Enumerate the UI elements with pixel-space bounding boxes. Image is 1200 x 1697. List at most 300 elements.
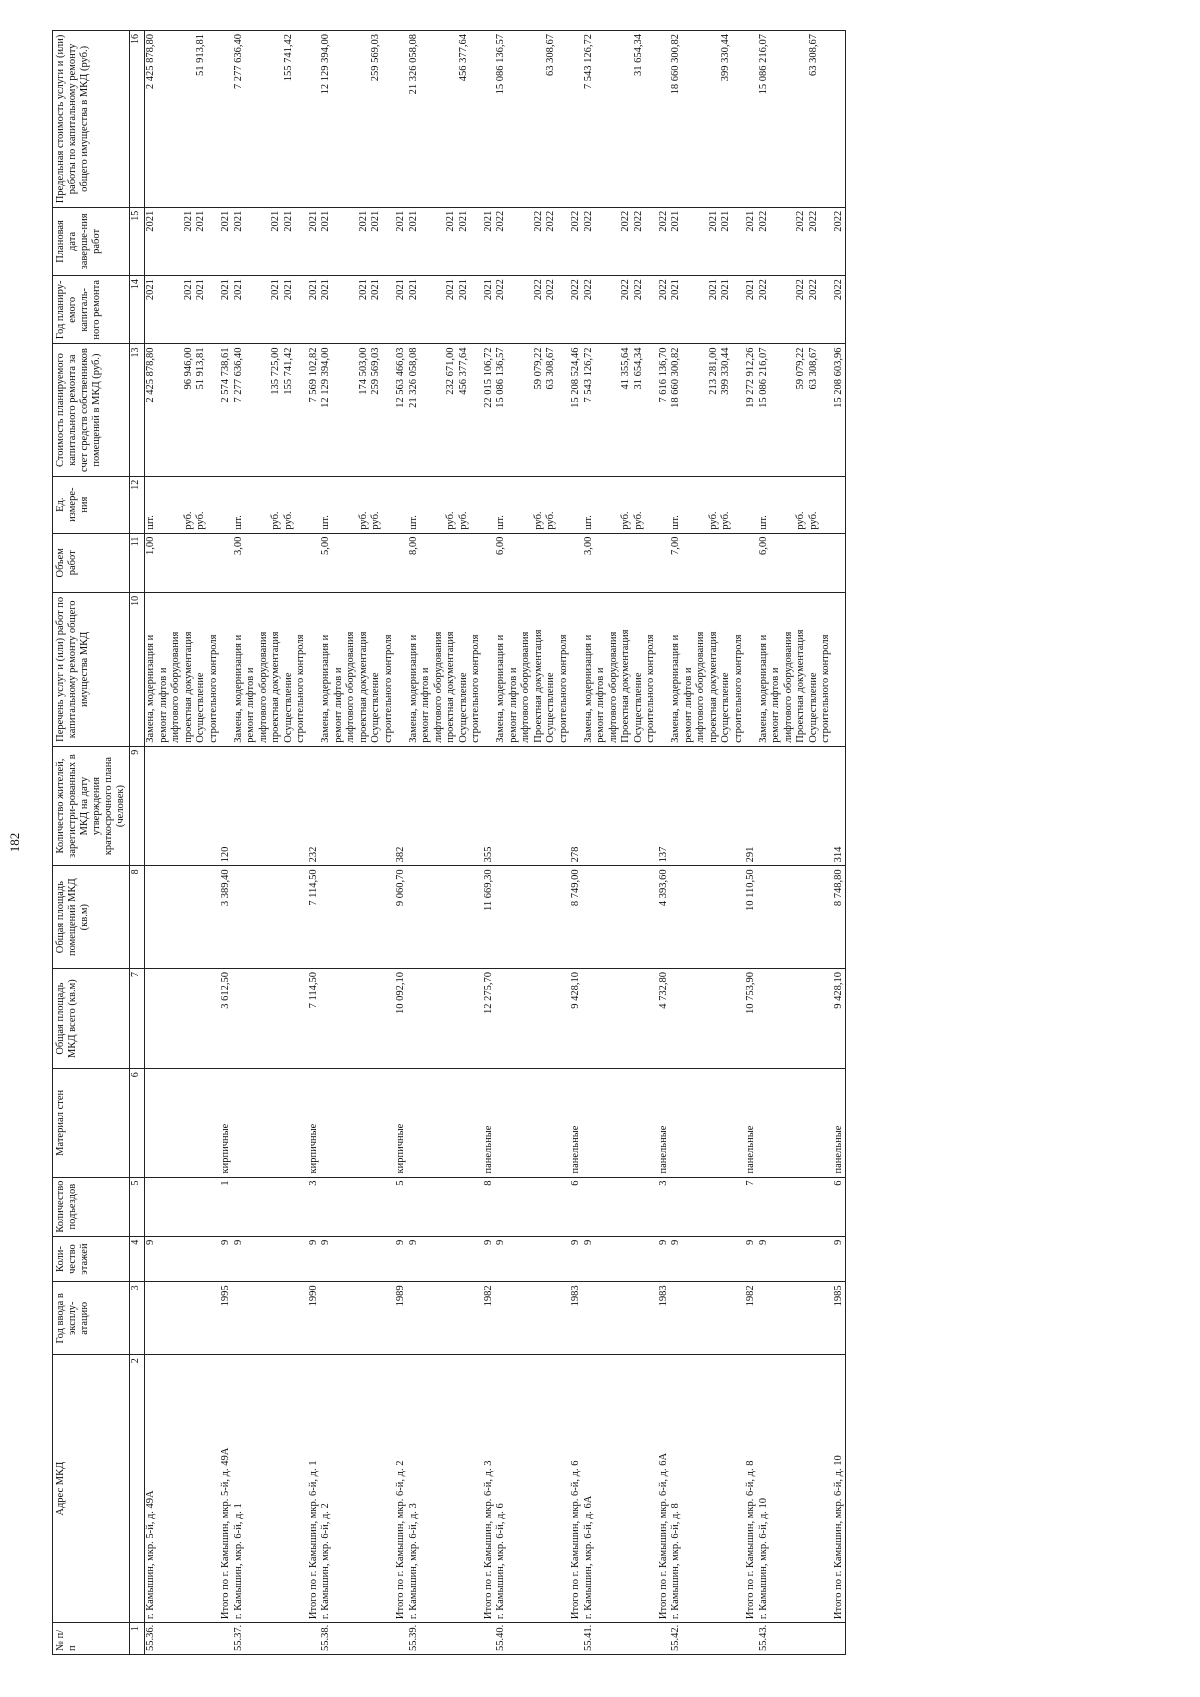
works-list-line: Замена, модернизация и xyxy=(232,634,244,743)
date-done-line xyxy=(295,211,308,272)
year-plan-line: 2021 xyxy=(220,279,232,301)
cell-limit-cost xyxy=(320,31,395,208)
date-done-line: 2022 xyxy=(757,210,769,232)
limit-cost-line xyxy=(570,34,583,204)
header-unit: Ед. измере-ния xyxy=(53,476,130,533)
cell-year-plan xyxy=(220,276,233,344)
cell-limit-cost xyxy=(833,31,846,208)
works-list-line xyxy=(483,596,496,743)
date-done-line: 2021 xyxy=(307,210,319,232)
cell-floors xyxy=(220,1236,233,1282)
volume-line: 6,00 xyxy=(757,536,769,556)
cell-year-built: 1990 xyxy=(308,1282,321,1355)
cell-address xyxy=(745,1355,758,1623)
cell-year-plan xyxy=(658,276,671,344)
header-residents: Количество жителей, зарегистри-рованных в МКД на дату утверждения краткосрочного плана (человек) xyxy=(53,746,130,866)
date-done-line xyxy=(820,211,833,272)
cell-date-done xyxy=(145,207,221,275)
header-row xyxy=(53,31,130,1655)
address-line: г. Камышин, мкр. 6-й, д. 2 xyxy=(320,1503,332,1620)
cell-wall-material xyxy=(670,1069,745,1177)
limit-cost-line xyxy=(658,34,671,204)
unit-line: руб. xyxy=(545,511,557,530)
limit-cost-line xyxy=(420,34,433,204)
cell-area-rooms xyxy=(583,866,658,969)
cost-line xyxy=(345,348,358,473)
address-line xyxy=(595,1358,608,1619)
year-plan-line: 2022 xyxy=(545,279,557,301)
address-line: Итого по г. Камышин, мкр. 6-й, д. 6А xyxy=(657,1452,669,1620)
cell-entrances xyxy=(670,1177,745,1236)
works-list-line: Осуществление xyxy=(282,672,294,743)
cell-limit-cost xyxy=(583,31,658,208)
date-done-line: 2021 xyxy=(220,210,232,232)
cell-residents xyxy=(408,746,483,866)
date-done-line xyxy=(770,211,783,272)
total-row xyxy=(395,31,408,1655)
address-line: г. Камышин, мкр. 6-й, д. 6А xyxy=(582,1495,594,1620)
works-list-line: проектная документация xyxy=(445,631,457,743)
cell-year-plan xyxy=(483,276,496,344)
cell-area-total xyxy=(670,968,745,1068)
cell-year-built xyxy=(145,1282,221,1355)
cost-line: 15 208 603,96 xyxy=(832,347,844,408)
cell-floors xyxy=(833,1236,846,1282)
date-done-line: 2021 xyxy=(270,210,282,232)
cell-limit-cost xyxy=(145,31,221,208)
date-done-line: 2021 xyxy=(395,210,407,232)
cell-limit-cost xyxy=(233,31,308,208)
cell-entrances: 6 xyxy=(833,1177,846,1236)
limit-cost-line xyxy=(345,34,358,204)
cell-entrances: 8 xyxy=(483,1177,496,1236)
floors-line: 9 xyxy=(495,1239,507,1246)
address-line xyxy=(520,1358,533,1619)
cost-line: 63 308,67 xyxy=(545,347,557,390)
unit-line xyxy=(245,480,258,530)
floors-line: 9 xyxy=(832,1239,844,1246)
date-done-line xyxy=(595,211,608,272)
cell-date-done xyxy=(395,207,408,275)
column-number: 11 xyxy=(130,533,145,592)
year-plan-line: 2021 xyxy=(282,279,294,301)
address-line xyxy=(795,1358,808,1619)
cost-line xyxy=(695,348,708,473)
cost-line: 7 543 126,72 xyxy=(582,347,594,403)
cell-year-built: 1983 xyxy=(658,1282,671,1355)
limit-cost-line xyxy=(433,34,446,204)
header-num: № п/п xyxy=(53,1623,130,1655)
cell-limit-cost xyxy=(745,31,758,208)
column-number: 4 xyxy=(130,1236,145,1282)
limit-cost-line xyxy=(770,34,783,204)
cell-cost xyxy=(145,344,221,476)
address-line xyxy=(783,1358,796,1619)
unit-line: руб. xyxy=(182,511,194,530)
total-row xyxy=(745,31,758,1655)
cost-line xyxy=(158,348,171,473)
date-done-line xyxy=(158,211,171,272)
works-list-line: ремонт лифтов и xyxy=(157,667,169,743)
cell-address xyxy=(408,1355,483,1623)
unit-line: шт. xyxy=(670,515,682,530)
cost-line xyxy=(783,348,796,473)
works-list-line: лифтового оборудования xyxy=(607,631,619,743)
cell-year-built xyxy=(495,1282,570,1355)
cell-row-number: 55.39. xyxy=(408,1623,483,1655)
year-plan-line: 2021 xyxy=(395,279,407,301)
year-plan-line xyxy=(595,279,608,340)
header-address: Адрес МКД xyxy=(53,1355,130,1623)
works-list-line: ремонт лифтов и xyxy=(682,667,694,743)
cell-unit xyxy=(308,476,321,533)
cell-unit xyxy=(758,476,833,533)
volume-line xyxy=(395,537,408,589)
cell-year-built xyxy=(320,1282,395,1355)
total-row xyxy=(833,31,846,1655)
limit-cost-line xyxy=(558,34,571,204)
volume-line: 7,00 xyxy=(670,536,682,556)
cell-floors xyxy=(570,1236,583,1282)
cell-floors xyxy=(745,1236,758,1282)
limit-cost-line: 399 330,44 xyxy=(720,34,732,82)
cell-area-rooms xyxy=(145,866,221,969)
works-list-line: Проектная документация xyxy=(620,629,632,743)
cell-entrances xyxy=(495,1177,570,1236)
cell-row-number xyxy=(658,1623,671,1655)
cell-year-plan xyxy=(145,276,221,344)
cell-volume xyxy=(745,533,758,592)
cell-row-number xyxy=(483,1623,496,1655)
cell-residents xyxy=(145,746,221,866)
cell-wall-material xyxy=(408,1069,483,1177)
cell-wall-material: панельные xyxy=(483,1069,496,1177)
volume-line: 3,00 xyxy=(582,536,594,556)
cell-year-built xyxy=(233,1282,308,1355)
cell-year-plan xyxy=(408,276,483,344)
address-line xyxy=(720,1358,733,1619)
cell-entrances: 6 xyxy=(570,1177,583,1236)
unit-line xyxy=(608,480,621,530)
column-number: 10 xyxy=(130,592,145,746)
table-row xyxy=(670,31,745,1655)
cost-line: 174 503,00 xyxy=(357,347,369,395)
works-list-line xyxy=(220,596,233,743)
cell-wall-material: кирпичные xyxy=(308,1069,321,1177)
floors-line: 9 xyxy=(145,1239,157,1246)
cost-line xyxy=(770,348,783,473)
address-line xyxy=(245,1358,258,1619)
limit-cost-line xyxy=(683,34,696,204)
cell-area-total xyxy=(233,968,308,1068)
limit-cost-line xyxy=(470,34,483,204)
cost-line xyxy=(470,348,483,473)
date-done-line: 2022 xyxy=(495,210,507,232)
unit-line xyxy=(170,480,183,530)
address-line: Итого по г. Камышин, мкр. 6-й, д. 6 xyxy=(570,1460,582,1620)
works-list-line: проектная документация xyxy=(270,631,282,743)
floors-line: 9 xyxy=(670,1239,682,1246)
date-done-line: 2022 xyxy=(832,210,844,232)
limit-cost-line xyxy=(383,34,396,204)
limit-cost-line: 456 377,64 xyxy=(457,34,469,82)
limit-cost-line xyxy=(358,34,371,204)
cell-volume xyxy=(758,533,833,592)
limit-cost-line xyxy=(158,34,171,204)
works-list-line: строительного контроля xyxy=(732,634,744,743)
unit-line: руб. xyxy=(707,511,719,530)
unit-line: шт. xyxy=(145,515,157,530)
limit-cost-line: 7 543 126,72 xyxy=(582,34,594,90)
address-line xyxy=(345,1358,358,1619)
year-plan-line: 2022 xyxy=(532,279,544,301)
cell-floors xyxy=(145,1236,221,1282)
date-done-line: 2022 xyxy=(532,210,544,232)
date-done-line xyxy=(695,211,708,272)
unit-line: руб. xyxy=(282,511,294,530)
year-plan-line: 2022 xyxy=(807,279,819,301)
cost-line: 59 079,22 xyxy=(532,347,544,390)
cost-line: 18 660 300,82 xyxy=(670,347,682,408)
limit-cost-line xyxy=(295,34,308,204)
works-list-line: Замена, модернизация и xyxy=(582,634,594,743)
unit-line xyxy=(595,480,608,530)
limit-cost-line: 259 569,03 xyxy=(370,34,382,82)
cell-unit xyxy=(483,476,496,533)
cell-works-list xyxy=(320,592,395,746)
date-done-line: 2022 xyxy=(795,210,807,232)
date-done-line xyxy=(383,211,396,272)
limit-cost-line: 155 741,42 xyxy=(282,34,294,82)
cell-area-total xyxy=(495,968,570,1068)
cell-unit xyxy=(745,476,758,533)
cell-row-number: 55.37. xyxy=(233,1623,308,1655)
date-done-line: 2022 xyxy=(807,210,819,232)
year-plan-line xyxy=(783,279,796,340)
limit-cost-line xyxy=(520,34,533,204)
cell-limit-cost xyxy=(670,31,745,208)
works-list-line: проектная документация xyxy=(182,631,194,743)
column-number: 2 xyxy=(130,1355,145,1623)
cell-unit xyxy=(320,476,395,533)
unit-line: руб. xyxy=(632,511,644,530)
cell-limit-cost xyxy=(658,31,671,208)
date-done-line: 2021 xyxy=(407,210,419,232)
cell-unit xyxy=(833,476,846,533)
cost-line: 213 281,00 xyxy=(707,347,719,395)
limit-cost-line xyxy=(620,34,633,204)
cost-line xyxy=(595,348,608,473)
works-list-line: лифтового оборудования xyxy=(432,631,444,743)
unit-line xyxy=(433,480,446,530)
date-done-line: 2021 xyxy=(707,210,719,232)
year-plan-line xyxy=(770,279,783,340)
date-done-line xyxy=(170,211,183,272)
cell-volume xyxy=(308,533,321,592)
cost-line: 22 015 106,72 xyxy=(482,347,494,408)
floors-line: 9 xyxy=(407,1239,419,1246)
cell-unit xyxy=(233,476,308,533)
year-plan-line: 2021 xyxy=(195,279,207,301)
date-done-line: 2021 xyxy=(282,210,294,232)
cell-residents xyxy=(670,746,745,866)
cell-date-done xyxy=(495,207,570,275)
address-line xyxy=(708,1358,721,1619)
cell-works-list xyxy=(308,592,321,746)
cost-line: 7 277 636,40 xyxy=(232,347,244,403)
limit-cost-line: 51 913,81 xyxy=(195,34,207,76)
year-plan-line: 2022 xyxy=(582,279,594,301)
cost-line: 19 272 912,26 xyxy=(745,347,757,408)
cell-residents: 355 xyxy=(483,746,496,866)
cell-area-total: 9 428,10 xyxy=(570,968,583,1068)
cell-date-done xyxy=(833,207,846,275)
address-line: г. Камышин, мкр. 6-й, д. 3 xyxy=(407,1503,419,1620)
works-list-line: Проектная документация xyxy=(532,629,544,743)
unit-line xyxy=(470,480,483,530)
address-line xyxy=(608,1358,621,1619)
works-list-line xyxy=(745,596,758,743)
limit-cost-line xyxy=(820,34,833,204)
cost-line: 21 326 058,08 xyxy=(407,347,419,408)
address-line xyxy=(333,1358,346,1619)
date-done-line xyxy=(245,211,258,272)
cell-works-list xyxy=(145,592,221,746)
column-number: 15 xyxy=(130,207,145,275)
limit-cost-line xyxy=(333,34,346,204)
cell-address xyxy=(495,1355,570,1623)
address-line xyxy=(208,1358,221,1619)
date-done-line xyxy=(733,211,746,272)
cell-date-done xyxy=(483,207,496,275)
cell-works-list xyxy=(658,592,671,746)
year-plan-line: 2021 xyxy=(307,279,319,301)
works-list-line: Осуществление xyxy=(807,672,819,743)
year-plan-line xyxy=(645,279,658,340)
date-done-line: 2021 xyxy=(145,210,157,232)
floors-line: 9 xyxy=(220,1239,232,1246)
cell-area-rooms: 8 749,00 xyxy=(570,866,583,969)
cell-cost xyxy=(583,344,658,476)
unit-line xyxy=(570,480,583,530)
cell-wall-material: кирпичные xyxy=(220,1069,233,1177)
column-number-row xyxy=(130,31,145,1655)
date-done-line: 2022 xyxy=(620,210,632,232)
cell-area-rooms xyxy=(670,866,745,969)
address-line xyxy=(258,1358,271,1619)
cell-unit xyxy=(570,476,583,533)
total-row xyxy=(483,31,496,1655)
cell-area-rooms xyxy=(758,866,833,969)
cell-entrances xyxy=(583,1177,658,1236)
address-line xyxy=(770,1358,783,1619)
date-done-line xyxy=(520,211,533,272)
limit-cost-line: 63 308,67 xyxy=(545,34,557,76)
cell-area-rooms xyxy=(320,866,395,969)
works-list-line: Замена, модернизация и xyxy=(757,634,769,743)
cost-line: 135 725,00 xyxy=(270,347,282,395)
column-number: 9 xyxy=(130,746,145,866)
cost-line: 12 563 466,03 xyxy=(395,347,407,408)
cost-line: 15 086 216,07 xyxy=(757,347,769,408)
works-list-line: Замена, модернизация и xyxy=(407,634,419,743)
limit-cost-line xyxy=(795,34,808,204)
year-plan-line xyxy=(683,279,696,340)
year-plan-line: 2021 xyxy=(232,279,244,301)
year-plan-line xyxy=(208,279,221,340)
cost-line: 232 671,00 xyxy=(445,347,457,395)
cell-unit xyxy=(145,476,221,533)
limit-cost-line: 63 308,67 xyxy=(807,34,819,76)
cell-entrances: 7 xyxy=(745,1177,758,1236)
address-line: г. Камышин, мкр. 6-й, д. 6 xyxy=(495,1503,507,1620)
floors-line: 9 xyxy=(307,1239,319,1246)
limit-cost-line xyxy=(733,34,746,204)
cell-wall-material xyxy=(495,1069,570,1177)
limit-cost-line: 31 654,34 xyxy=(632,34,644,76)
address-line: Итого по г. Камышин, мкр. 6-й, д. 10 xyxy=(832,1455,844,1620)
cost-line xyxy=(645,348,658,473)
works-list-line: Замена, модернизация и xyxy=(145,634,157,743)
unit-line xyxy=(820,480,833,530)
unit-line xyxy=(308,480,321,530)
limit-cost-line: 7 277 636,40 xyxy=(232,34,244,90)
date-done-line xyxy=(345,211,358,272)
year-plan-line: 2021 xyxy=(457,279,469,301)
unit-line: шт. xyxy=(495,515,507,530)
cell-year-built xyxy=(583,1282,658,1355)
cell-address xyxy=(308,1355,321,1623)
cell-year-plan xyxy=(495,276,570,344)
table-row xyxy=(758,31,833,1655)
cell-year-built: 1989 xyxy=(395,1282,408,1355)
cell-area-total: 9 428,10 xyxy=(833,968,846,1068)
unit-line xyxy=(558,480,571,530)
date-done-line xyxy=(433,211,446,272)
cell-limit-cost xyxy=(758,31,833,208)
works-list-line: Осуществление xyxy=(720,672,732,743)
address-line: г. Камышин, мкр. 6-й, д. 10 xyxy=(757,1497,769,1620)
works-list-line: ремонт лифтов и xyxy=(245,667,257,743)
cell-wall-material: панельные xyxy=(833,1069,846,1177)
date-done-line: 2021 xyxy=(370,210,382,232)
cell-address xyxy=(145,1355,221,1623)
unit-line xyxy=(345,480,358,530)
address-line xyxy=(195,1358,208,1619)
unit-line xyxy=(520,480,533,530)
unit-line xyxy=(383,480,396,530)
cell-date-done xyxy=(320,207,395,275)
cost-line xyxy=(258,348,271,473)
cell-wall-material: кирпичные xyxy=(395,1069,408,1177)
unit-line xyxy=(508,480,521,530)
page-number: 182 xyxy=(7,832,22,853)
column-number: 12 xyxy=(130,476,145,533)
year-plan-line xyxy=(558,279,571,340)
volume-line xyxy=(220,537,233,589)
works-list-line: лифтового оборудования xyxy=(520,631,532,743)
address-line xyxy=(433,1358,446,1619)
volume-line: 3,00 xyxy=(232,536,244,556)
cell-floors xyxy=(495,1236,570,1282)
cell-floors xyxy=(658,1236,671,1282)
address-line xyxy=(808,1358,821,1619)
column-number: 8 xyxy=(130,866,145,969)
cell-area-total xyxy=(583,968,658,1068)
unit-line: руб. xyxy=(445,511,457,530)
year-plan-line: 2021 xyxy=(670,279,682,301)
cell-entrances: 1 xyxy=(220,1177,233,1236)
